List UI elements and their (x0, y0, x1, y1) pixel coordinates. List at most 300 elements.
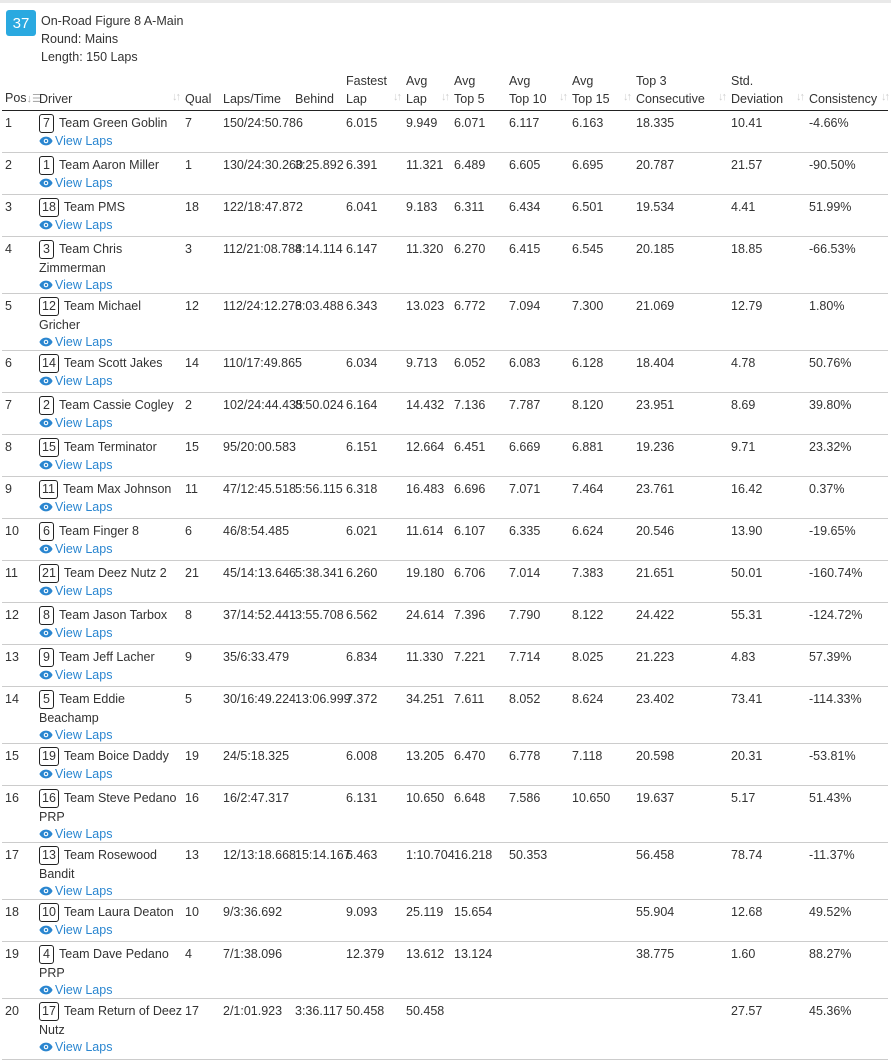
avg-top5-cell: 6.052 (451, 351, 506, 393)
consistency-cell: 49.52% (806, 900, 888, 942)
laps-time-cell: 46/8:54.485 (220, 519, 292, 561)
fastest-lap-cell: 6.034 (343, 351, 403, 393)
avg-top15-cell: 6.624 (569, 519, 633, 561)
table-row (2, 294, 888, 351)
avg-lap-cell: 13.612 (403, 942, 451, 999)
std-deviation-cell: 5.17 (728, 786, 806, 843)
avg-lap-cell: 13.205 (403, 744, 451, 786)
behind-cell: 3:03.488 (292, 294, 343, 351)
avg-lap-cell: 34.251 (403, 687, 451, 744)
laps-time-cell: 9/3:36.692 (220, 900, 292, 942)
col-top3-consecutive[interactable]: Top 3 Consecutive ↓↑ (633, 70, 728, 111)
view-laps-link[interactable] (39, 826, 182, 842)
avg-top10-cell: 6.778 (506, 744, 569, 786)
qual-cell: 21 (182, 561, 220, 603)
consistency-cell: 88.27% (806, 942, 888, 999)
avg-lap-cell: 16.483 (403, 477, 451, 519)
sort-amount-down-icon[interactable]: ↓☰ (26, 93, 42, 105)
pos-cell: 10 (2, 519, 36, 561)
car-number-badge: 6 (39, 522, 54, 541)
avg-top10-cell: 6.335 (506, 519, 569, 561)
pos-cell: 5 (2, 294, 36, 351)
behind-cell: 5:56.115 (292, 477, 343, 519)
avg-top15-cell: 8.025 (569, 645, 633, 687)
fastest-lap-cell: 6.015 (343, 111, 403, 153)
avg-top5-cell: 6.071 (451, 111, 506, 153)
avg-top15-cell: 7.383 (569, 561, 633, 603)
consistency-cell: 51.43% (806, 786, 888, 843)
pos-cell: 11 (2, 561, 36, 603)
table-row (2, 561, 888, 603)
col-behind[interactable]: Behind (292, 70, 343, 111)
top3-consecutive-cell: 20.787 (633, 153, 728, 195)
consistency-cell: 50.76% (806, 351, 888, 393)
fastest-lap-cell: 6.021 (343, 519, 403, 561)
table-row (2, 687, 888, 744)
avg-top10-cell: 8.052 (506, 687, 569, 744)
top3-consecutive-cell: 56.458 (633, 843, 728, 900)
avg-top5-cell: 7.221 (451, 645, 506, 687)
behind-cell: 13:06.999 (292, 687, 343, 744)
avg-top10-cell: 7.790 (506, 603, 569, 645)
view-laps-link[interactable] (39, 583, 182, 599)
avg-top10-cell: 6.083 (506, 351, 569, 393)
view-laps-label: View Laps (55, 983, 113, 997)
view-laps-link[interactable] (39, 541, 182, 557)
driver-cell (36, 561, 182, 603)
car-number-badge: 14 (39, 354, 59, 373)
view-laps-label: View Laps (55, 134, 113, 148)
std-deviation-cell: 18.85 (728, 237, 806, 294)
table-row (2, 237, 888, 294)
avg-top10-cell: 6.605 (506, 153, 569, 195)
eye-icon (39, 218, 53, 228)
col-laps-time[interactable]: Laps/Time (220, 70, 292, 111)
consistency-cell: -11.37% (806, 843, 888, 900)
car-number-badge: 19 (39, 747, 59, 766)
avg-top5-cell: 6.311 (451, 195, 506, 237)
std-deviation-cell: 21.57 (728, 153, 806, 195)
std-deviation-cell: 8.69 (728, 393, 806, 435)
col-avg-top15[interactable]: Avg Top 15 ↓↑ (569, 70, 633, 111)
fastest-lap-cell: 6.343 (343, 294, 403, 351)
qual-cell: 9 (182, 645, 220, 687)
sort-arrows-icon[interactable]: ↓↑ (623, 91, 630, 103)
driver-name: Team Aaron Miller (59, 158, 160, 172)
laps-time-cell: 150/24:50.786 (220, 111, 292, 153)
laps-time-cell: 24/5:18.325 (220, 744, 292, 786)
view-laps-label: View Laps (55, 884, 113, 898)
avg-top5-cell: 7.396 (451, 603, 506, 645)
top3-consecutive-cell: 18.404 (633, 351, 728, 393)
driver-cell (36, 111, 182, 153)
driver-name: Team Deez Nutz 2 (63, 566, 167, 580)
top3-consecutive-cell: 19.236 (633, 435, 728, 477)
avg-top10-cell: 6.117 (506, 111, 569, 153)
laps-time-cell: 37/14:52.441 (220, 603, 292, 645)
std-deviation-cell: 4.83 (728, 645, 806, 687)
top3-consecutive-cell: 21.069 (633, 294, 728, 351)
top3-consecutive-cell: 19.534 (633, 195, 728, 237)
sort-arrows-icon[interactable]: ↓↑ (393, 91, 400, 103)
car-number-badge: 9 (39, 648, 54, 667)
eye-icon (39, 542, 53, 552)
view-laps-label: View Laps (55, 278, 113, 292)
avg-top10-cell (506, 942, 569, 999)
table-row (2, 477, 888, 519)
pos-cell: 12 (2, 603, 36, 645)
avg-top5-cell: 6.648 (451, 786, 506, 843)
std-deviation-cell: 12.68 (728, 900, 806, 942)
view-laps-link[interactable] (39, 727, 182, 743)
col-std-deviation[interactable]: Std. Deviation ↓↑ (728, 70, 806, 111)
avg-top5-cell: 6.772 (451, 294, 506, 351)
behind-cell (292, 900, 343, 942)
fastest-lap-cell: 6.041 (343, 195, 403, 237)
event-title: On-Road Figure 8 A-Main (41, 14, 184, 28)
top3-consecutive-cell: 20.598 (633, 744, 728, 786)
driver-name: Team PMS (63, 200, 126, 214)
driver-cell (36, 477, 182, 519)
view-laps-link[interactable] (39, 277, 182, 293)
avg-lap-cell: 14.432 (403, 393, 451, 435)
consistency-cell: -19.65% (806, 519, 888, 561)
avg-top5-cell: 15.654 (451, 900, 506, 942)
avg-top10-cell: 7.787 (506, 393, 569, 435)
view-laps-link[interactable] (39, 922, 182, 938)
col-driver[interactable]: Driver ↓↑ (36, 70, 182, 111)
view-laps-label: View Laps (55, 668, 113, 682)
fastest-lap-cell: 50.458 (343, 999, 403, 1060)
view-laps-label: View Laps (55, 542, 113, 556)
driver-cell (36, 153, 182, 195)
eye-icon (39, 728, 53, 738)
behind-cell: 3:25.892 (292, 153, 343, 195)
avg-top15-cell: 8.624 (569, 687, 633, 744)
col-pos[interactable]: Pos↓☰ (2, 70, 36, 111)
qual-cell: 4 (182, 942, 220, 999)
std-deviation-cell: 27.57 (728, 999, 806, 1060)
avg-lap-cell: 11.614 (403, 519, 451, 561)
qual-cell: 1 (182, 153, 220, 195)
view-laps-link[interactable] (39, 667, 182, 683)
eye-icon (39, 923, 53, 933)
view-laps-link[interactable] (39, 1039, 182, 1055)
qual-cell: 11 (182, 477, 220, 519)
fastest-lap-cell: 6.463 (343, 843, 403, 900)
qual-cell: 16 (182, 786, 220, 843)
driver-name: Team Laura Deaton (63, 905, 174, 919)
laps-time-cell: 35/6:33.479 (220, 645, 292, 687)
table-row (2, 435, 888, 477)
view-laps-link[interactable] (39, 415, 182, 431)
view-laps-link[interactable] (39, 175, 182, 191)
qual-cell: 19 (182, 744, 220, 786)
std-deviation-cell: 13.90 (728, 519, 806, 561)
fastest-lap-cell: 7.372 (343, 687, 403, 744)
pos-cell: 1 (2, 111, 36, 153)
event-length: Length: 150 Laps (41, 50, 138, 64)
driver-name: Team Return of Deez Nutz (39, 1004, 183, 1037)
car-number-badge: 21 (39, 564, 59, 583)
pos-cell: 3 (2, 195, 36, 237)
view-laps-link[interactable] (39, 217, 182, 233)
avg-lap-cell: 50.458 (403, 999, 451, 1060)
avg-top10-cell: 7.714 (506, 645, 569, 687)
sort-arrows-icon[interactable]: ↓↑ (796, 91, 803, 103)
top3-consecutive-cell: 55.904 (633, 900, 728, 942)
laps-time-cell: 30/16:49.224 (220, 687, 292, 744)
consistency-cell: -4.66% (806, 111, 888, 153)
car-number-badge: 5 (39, 690, 54, 709)
qual-cell: 12 (182, 294, 220, 351)
avg-lap-cell: 11.320 (403, 237, 451, 294)
avg-top5-cell: 7.136 (451, 393, 506, 435)
driver-cell (36, 843, 182, 900)
driver-name: Team Rosewood Bandit (39, 848, 158, 881)
driver-name: Team Cassie Cogley (59, 398, 174, 412)
laps-time-cell: 112/24:12.276 (220, 294, 292, 351)
eye-icon (39, 668, 53, 678)
car-number-badge: 4 (39, 945, 54, 964)
sort-arrows-icon[interactable]: ↓↑ (172, 91, 179, 103)
driver-cell (36, 393, 182, 435)
col-fastest-lap[interactable]: Fastest Lap ↓↑ (343, 70, 403, 111)
col-avg-top5[interactable]: Avg Top 5 (451, 70, 506, 111)
top3-consecutive-cell: 23.761 (633, 477, 728, 519)
car-number-badge: 1 (39, 156, 54, 175)
avg-top10-cell: 6.669 (506, 435, 569, 477)
std-deviation-cell: 16.42 (728, 477, 806, 519)
pos-cell: 14 (2, 687, 36, 744)
view-laps-label: View Laps (55, 728, 113, 742)
laps-time-cell: 12/13:18.668 (220, 843, 292, 900)
sort-arrows-icon[interactable]: ↓↑ (881, 91, 888, 103)
pos-cell: 15 (2, 744, 36, 786)
driver-cell (36, 351, 182, 393)
view-laps-label: View Laps (55, 374, 113, 388)
fastest-lap-cell: 6.260 (343, 561, 403, 603)
avg-lap-cell: 9.183 (403, 195, 451, 237)
driver-name: Team Jeff Lacher (59, 650, 155, 664)
car-number-badge: 10 (39, 903, 59, 922)
results-body (2, 111, 888, 1060)
avg-top10-cell: 6.434 (506, 195, 569, 237)
behind-cell (292, 786, 343, 843)
driver-cell (36, 603, 182, 645)
std-deviation-cell: 55.31 (728, 603, 806, 645)
avg-top15-cell (569, 999, 633, 1060)
top3-consecutive-cell: 18.335 (633, 111, 728, 153)
qual-cell: 3 (182, 237, 220, 294)
table-row (2, 645, 888, 687)
avg-top10-cell (506, 900, 569, 942)
car-number-badge: 15 (39, 438, 59, 457)
view-laps-link[interactable] (39, 766, 182, 782)
behind-cell (292, 435, 343, 477)
col-avg-lap[interactable]: Avg Lap ↓↑ (403, 70, 451, 111)
avg-top5-cell: 6.696 (451, 477, 506, 519)
std-deviation-cell: 9.71 (728, 435, 806, 477)
consistency-cell: 23.32% (806, 435, 888, 477)
view-laps-link[interactable] (39, 625, 182, 641)
avg-lap-cell: 1:10.704 (403, 843, 451, 900)
avg-top15-cell: 6.128 (569, 351, 633, 393)
table-row (2, 786, 888, 843)
fastest-lap-cell: 6.008 (343, 744, 403, 786)
laps-time-cell: 95/20:00.583 (220, 435, 292, 477)
sort-arrows-icon[interactable]: ↓↑ (559, 91, 566, 103)
table-row (2, 111, 888, 153)
pos-cell: 6 (2, 351, 36, 393)
top-divider (0, 0, 891, 3)
col-qual[interactable]: Qual (182, 70, 220, 111)
car-number-badge: 11 (39, 480, 58, 499)
view-laps-label: View Laps (55, 923, 113, 937)
eye-icon (39, 278, 53, 288)
driver-name: Team Finger 8 (59, 524, 139, 538)
car-number-badge: 12 (39, 297, 59, 316)
top3-consecutive-cell (633, 999, 728, 1060)
table-row (2, 843, 888, 900)
std-deviation-cell: 4.41 (728, 195, 806, 237)
driver-cell (36, 744, 182, 786)
qual-cell: 6 (182, 519, 220, 561)
top3-consecutive-cell: 23.951 (633, 393, 728, 435)
view-laps-label: View Laps (55, 500, 113, 514)
laps-time-cell: 102/24:44.435 (220, 393, 292, 435)
avg-top15-cell: 8.120 (569, 393, 633, 435)
driver-name: Team Green Goblin (59, 116, 168, 130)
table-row (2, 744, 888, 786)
pos-cell: 4 (2, 237, 36, 294)
view-laps-link[interactable] (39, 373, 182, 389)
pos-cell: 18 (2, 900, 36, 942)
avg-lap-cell: 13.023 (403, 294, 451, 351)
view-laps-link[interactable] (39, 499, 182, 515)
avg-top10-cell: 50.353 (506, 843, 569, 900)
car-number-badge: 8 (39, 606, 54, 625)
std-deviation-cell: 73.41 (728, 687, 806, 744)
view-laps-label: View Laps (55, 176, 113, 190)
eye-icon (39, 500, 53, 510)
col-consistency[interactable]: Consistency ↓↑ (806, 70, 888, 111)
car-number-badge: 7 (39, 114, 54, 133)
top3-consecutive-cell: 24.422 (633, 603, 728, 645)
behind-cell (292, 942, 343, 999)
col-avg-top10[interactable]: Avg Top 10 ↓↑ (506, 70, 569, 111)
table-row (2, 942, 888, 999)
pos-cell: 19 (2, 942, 36, 999)
qual-cell: 13 (182, 843, 220, 900)
qual-cell: 15 (182, 435, 220, 477)
qual-cell: 10 (182, 900, 220, 942)
top3-consecutive-cell: 23.402 (633, 687, 728, 744)
top3-consecutive-cell: 19.637 (633, 786, 728, 843)
driver-cell (36, 294, 182, 351)
avg-top10-cell: 6.415 (506, 237, 569, 294)
driver-cell (36, 786, 182, 843)
consistency-cell: 39.80% (806, 393, 888, 435)
avg-lap-cell: 19.180 (403, 561, 451, 603)
sort-arrows-icon[interactable]: ↓↑ (718, 91, 725, 103)
car-number-badge: 16 (39, 789, 59, 808)
consistency-cell: 0.37% (806, 477, 888, 519)
driver-cell (36, 687, 182, 744)
consistency-cell: 57.39% (806, 645, 888, 687)
sort-arrows-icon[interactable]: ↓↑ (441, 91, 448, 103)
eye-icon (39, 458, 53, 468)
view-laps-label: View Laps (55, 584, 113, 598)
fastest-lap-cell: 6.318 (343, 477, 403, 519)
avg-top5-cell: 6.470 (451, 744, 506, 786)
laps-time-cell: 112/21:08.788 (220, 237, 292, 294)
pos-cell: 13 (2, 645, 36, 687)
car-number-badge: 13 (39, 846, 59, 865)
avg-top15-cell (569, 843, 633, 900)
driver-cell (36, 435, 182, 477)
driver-name: Team Jason Tarbox (59, 608, 168, 622)
eye-icon (39, 626, 53, 636)
driver-name: Team Boice Daddy (63, 749, 169, 763)
avg-top5-cell: 6.451 (451, 435, 506, 477)
avg-top15-cell (569, 900, 633, 942)
avg-lap-cell: 11.321 (403, 153, 451, 195)
car-number-badge: 3 (39, 240, 54, 259)
std-deviation-cell: 10.41 (728, 111, 806, 153)
avg-top5-cell: 7.611 (451, 687, 506, 744)
pos-cell: 20 (2, 999, 36, 1060)
avg-top10-cell: 7.094 (506, 294, 569, 351)
view-laps-link[interactable] (39, 982, 182, 998)
header-row (2, 70, 888, 111)
qual-cell: 2 (182, 393, 220, 435)
car-number-badge: 17 (39, 1002, 59, 1021)
driver-cell (36, 900, 182, 942)
view-laps-link[interactable] (39, 883, 182, 899)
view-laps-link[interactable] (39, 334, 182, 350)
laps-time-cell: 7/1:38.096 (220, 942, 292, 999)
view-laps-label: View Laps (55, 626, 113, 640)
avg-lap-cell: 9.713 (403, 351, 451, 393)
eye-icon (39, 335, 53, 345)
fastest-lap-cell: 12.379 (343, 942, 403, 999)
view-laps-link[interactable] (39, 457, 182, 473)
top3-consecutive-cell: 21.651 (633, 561, 728, 603)
consistency-cell: 1.80% (806, 294, 888, 351)
avg-top15-cell: 7.118 (569, 744, 633, 786)
driver-name: Team Scott Jakes (63, 356, 163, 370)
pos-cell: 9 (2, 477, 36, 519)
driver-name: Team Terminator (63, 440, 157, 454)
avg-top15-cell: 7.464 (569, 477, 633, 519)
driver-name: Team Max Johnson (62, 482, 172, 496)
avg-top15-cell (569, 942, 633, 999)
eye-icon (39, 983, 53, 993)
laps-time-cell: 2/1:01.923 (220, 999, 292, 1060)
fastest-lap-cell: 6.164 (343, 393, 403, 435)
view-laps-link[interactable] (39, 133, 182, 149)
consistency-cell: -124.72% (806, 603, 888, 645)
event-info (41, 12, 183, 66)
avg-top5-cell: 6.489 (451, 153, 506, 195)
fastest-lap-cell: 6.391 (343, 153, 403, 195)
consistency-cell: -160.74% (806, 561, 888, 603)
driver-cell (36, 519, 182, 561)
laps-time-cell: 45/14:13.646 (220, 561, 292, 603)
qual-cell: 14 (182, 351, 220, 393)
avg-lap-cell: 10.650 (403, 786, 451, 843)
